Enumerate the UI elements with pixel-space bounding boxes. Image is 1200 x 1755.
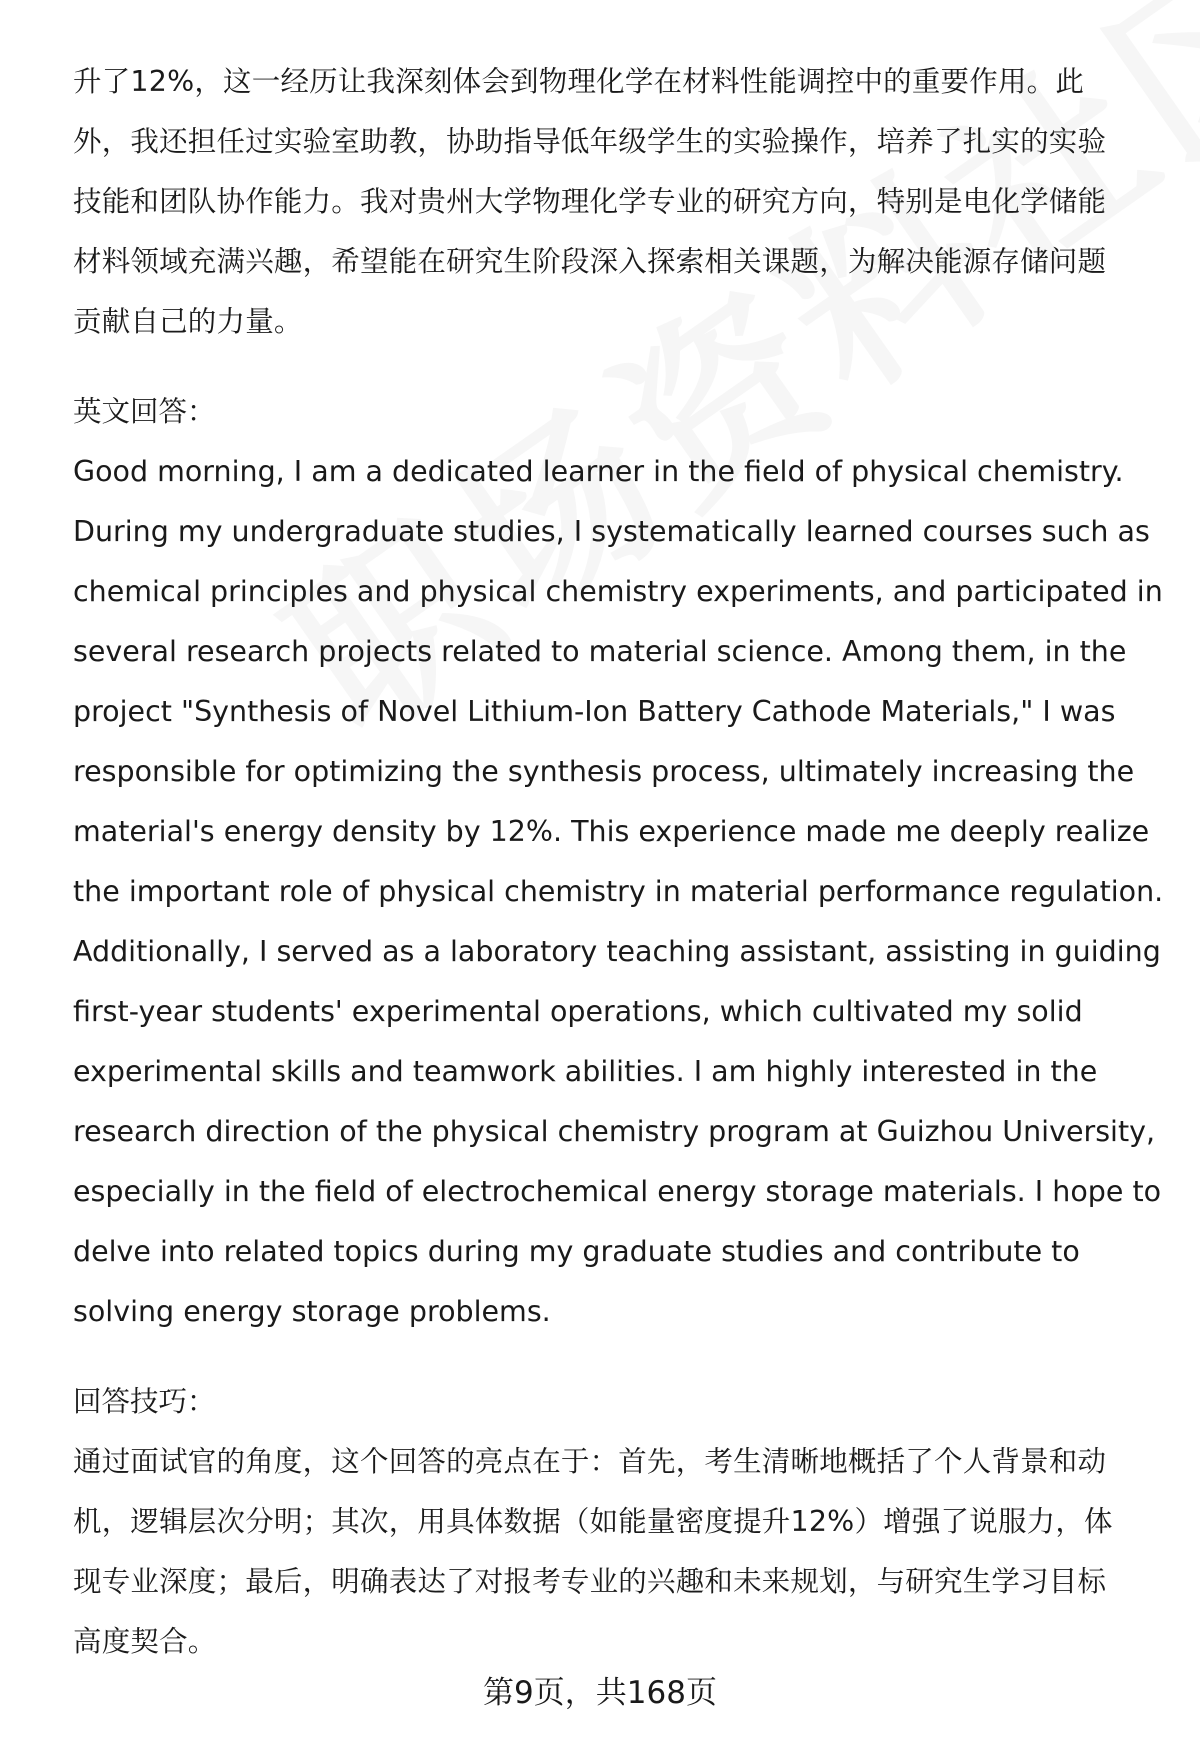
paragraph-line: especially in the field of electrochemical energy storage materials. I hope to xyxy=(73,1175,1162,1208)
paragraph-line: 现专业深度；最后，明确表达了对报考专业的兴趣和未来规划，与研究生学习目标 xyxy=(73,1565,1107,1598)
paragraph-line: Good morning, I am a dedicated learner in the field of physical chemistry. xyxy=(73,455,1124,488)
english-answer-heading: 英文回答： xyxy=(73,395,216,428)
paragraph-line: 材料领域充满兴趣，希望能在研究生阶段深入探索相关课题，为解决能源存储问题 xyxy=(73,245,1107,278)
paragraph-line: 外，我还担任过实验室助教，协助指导低年级学生的实验操作，培养了扎实的实验 xyxy=(73,125,1107,158)
answer-tips-paragraph xyxy=(73,1432,1163,1672)
page-number-footer: 第9页，共168页 xyxy=(483,1675,717,1711)
paragraph-line: responsible for optimizing the synthesis process, ultimately increasing the xyxy=(73,755,1135,788)
paragraph-line: several research projects related to material science. Among them, in the xyxy=(73,635,1127,668)
paragraph-line: chemical principles and physical chemistry experiments, and participated in xyxy=(73,575,1163,608)
paragraph-line: 技能和团队协作能力。我对贵州大学物理化学专业的研究方向，特别是电化学储能 xyxy=(73,185,1107,218)
paragraph-line: the important role of physical chemistry in material performance regulation. xyxy=(73,875,1164,908)
english-answer-paragraph xyxy=(73,442,1163,1342)
paragraph-line: experimental skills and teamwork abilities. I am highly interested in the xyxy=(73,1055,1098,1088)
paragraph-line: 通过面试官的角度，这个回答的亮点在于：首先，考生清晰地概括了个人背景和动 xyxy=(73,1445,1107,1478)
answer-tips-heading: 回答技巧： xyxy=(73,1385,216,1418)
paragraph-line: project "Synthesis of Novel Lithium-Ion Battery Cathode Materials," I was xyxy=(73,695,1116,728)
paragraph-line: 贡献自己的力量。 xyxy=(73,305,303,338)
document-page xyxy=(73,52,1163,1672)
paragraph-line: research direction of the physical chemistry program at Guizhou University, xyxy=(73,1115,1156,1148)
paragraph-line: material's energy density by 12%. This experience made me deeply realize xyxy=(73,815,1150,848)
paragraph-line: 机，逻辑层次分明；其次，用具体数据（如能量密度提升12%）增强了说服力，体 xyxy=(73,1505,1113,1538)
paragraph-line: During my undergraduate studies, I systematically learned courses such as xyxy=(73,515,1150,548)
paragraph-line: Additionally, I served as a laboratory teaching assistant, assisting in guiding xyxy=(73,935,1161,968)
paragraph-line: delve into related topics during my graduate studies and contribute to xyxy=(73,1235,1080,1268)
paragraph-line: solving energy storage problems. xyxy=(73,1295,551,1328)
paragraph-line: first-year students' experimental operations, which cultivated my solid xyxy=(73,995,1083,1028)
paragraph-line: 高度契合。 xyxy=(73,1625,217,1658)
paragraph-line: 升了12%，这一经历让我深刻体会到物理化学在材料性能调控中的重要作用。此 xyxy=(73,65,1085,98)
top-paragraph xyxy=(73,52,1163,352)
